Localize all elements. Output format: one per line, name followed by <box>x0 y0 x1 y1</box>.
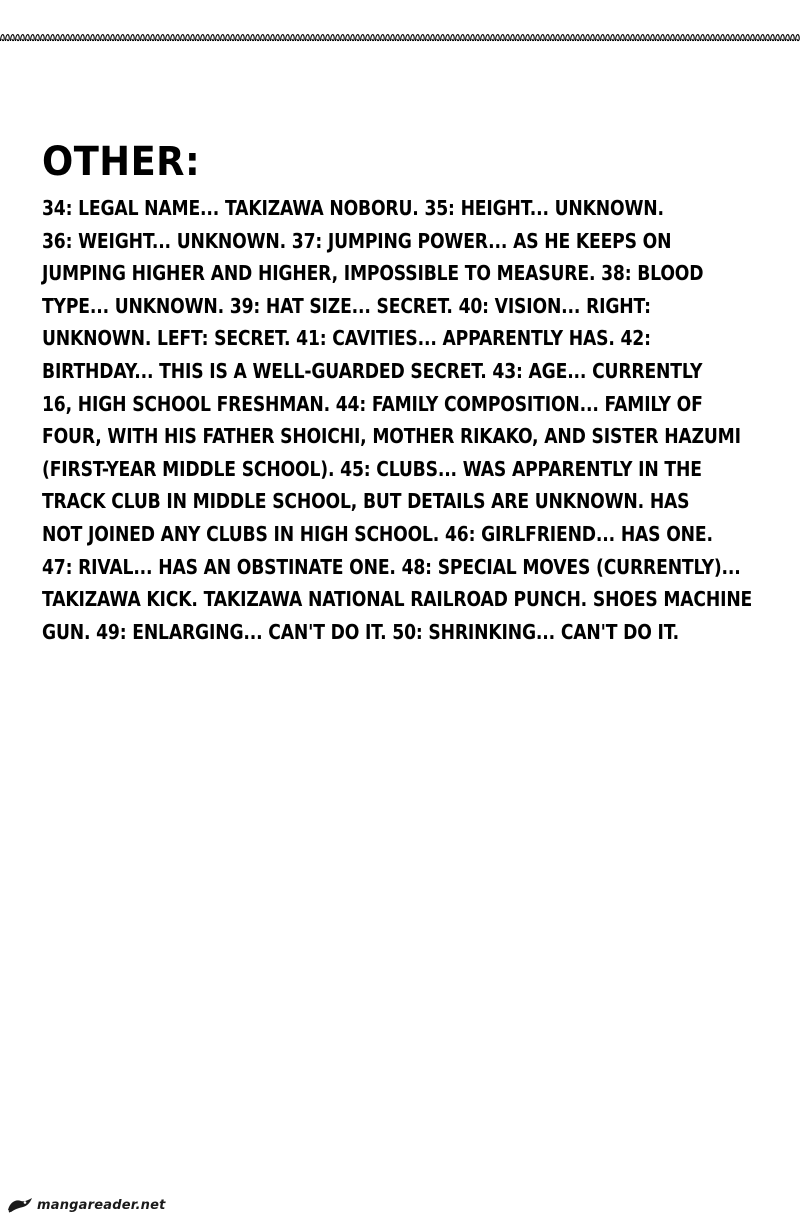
text-line: TYPE... UNKNOWN. 39: HAT SIZE... SECRET. 40: VISION... RIGHT: <box>42 293 651 318</box>
text-line: 34: LEGAL NAME... TAKIZAWA NOBORU. 35: HEIGHT... UNKNOWN. <box>42 196 664 220</box>
decorative-top-border <box>0 30 800 44</box>
text-line: 36: WEIGHT... UNKNOWN. 37: JUMPING POWER... AS HE KEEPS ON <box>42 228 672 253</box>
text-line: 16, HIGH SCHOOL FRESHMAN. 44: FAMILY COMPOSITION... FAMILY OF <box>42 391 703 416</box>
profile-text-block <box>42 192 782 648</box>
text-line: NOT JOINED ANY CLUBS IN HIGH SCHOOL. 46: GIRLFRIEND... HAS ONE. <box>42 521 713 546</box>
text-line: FOUR, WITH HIS FATHER SHOICHI, MOTHER RIKAKO, AND SISTER HAZUMI <box>42 424 741 449</box>
watermark-text[interactable]: mangareader.net <box>37 1197 166 1213</box>
text-line: JUMPING HIGHER AND HIGHER, IMPOSSIBLE TO MEASURE. 38: BLOOD <box>42 261 704 286</box>
text-line: 47: RIVAL... HAS AN OBSTINATE ONE. 48: SPECIAL MOVES (CURRENTLY)... <box>42 554 741 579</box>
text-line: TAKIZAWA KICK. TAKIZAWA NATIONAL RAILROAD PUNCH. SHOES MACHINE <box>42 587 753 612</box>
section-heading: OTHER: <box>42 139 201 185</box>
text-line: UNKNOWN. LEFT: SECRET. 41: CAVITIES... APPARENTLY HAS. 42: <box>42 326 651 351</box>
text-line: TRACK CLUB IN MIDDLE SCHOOL, BUT DETAILS ARE UNKNOWN. HAS <box>42 489 690 514</box>
text-line: GUN. 49: ENLARGING... CAN'T DO IT. 50: SHRINKING... CAN'T DO IT. <box>42 619 680 644</box>
watermark <box>6 1196 166 1214</box>
text-line: (FIRST-YEAR MIDDLE SCHOOL). 45: CLUBS... WAS APPARENTLY IN THE <box>42 456 702 481</box>
text-line: BIRTHDAY... THIS IS A WELL-GUARDED SECRET. 43: AGE... CURRENTLY <box>42 358 703 383</box>
mangareader-logo-icon <box>6 1196 34 1214</box>
